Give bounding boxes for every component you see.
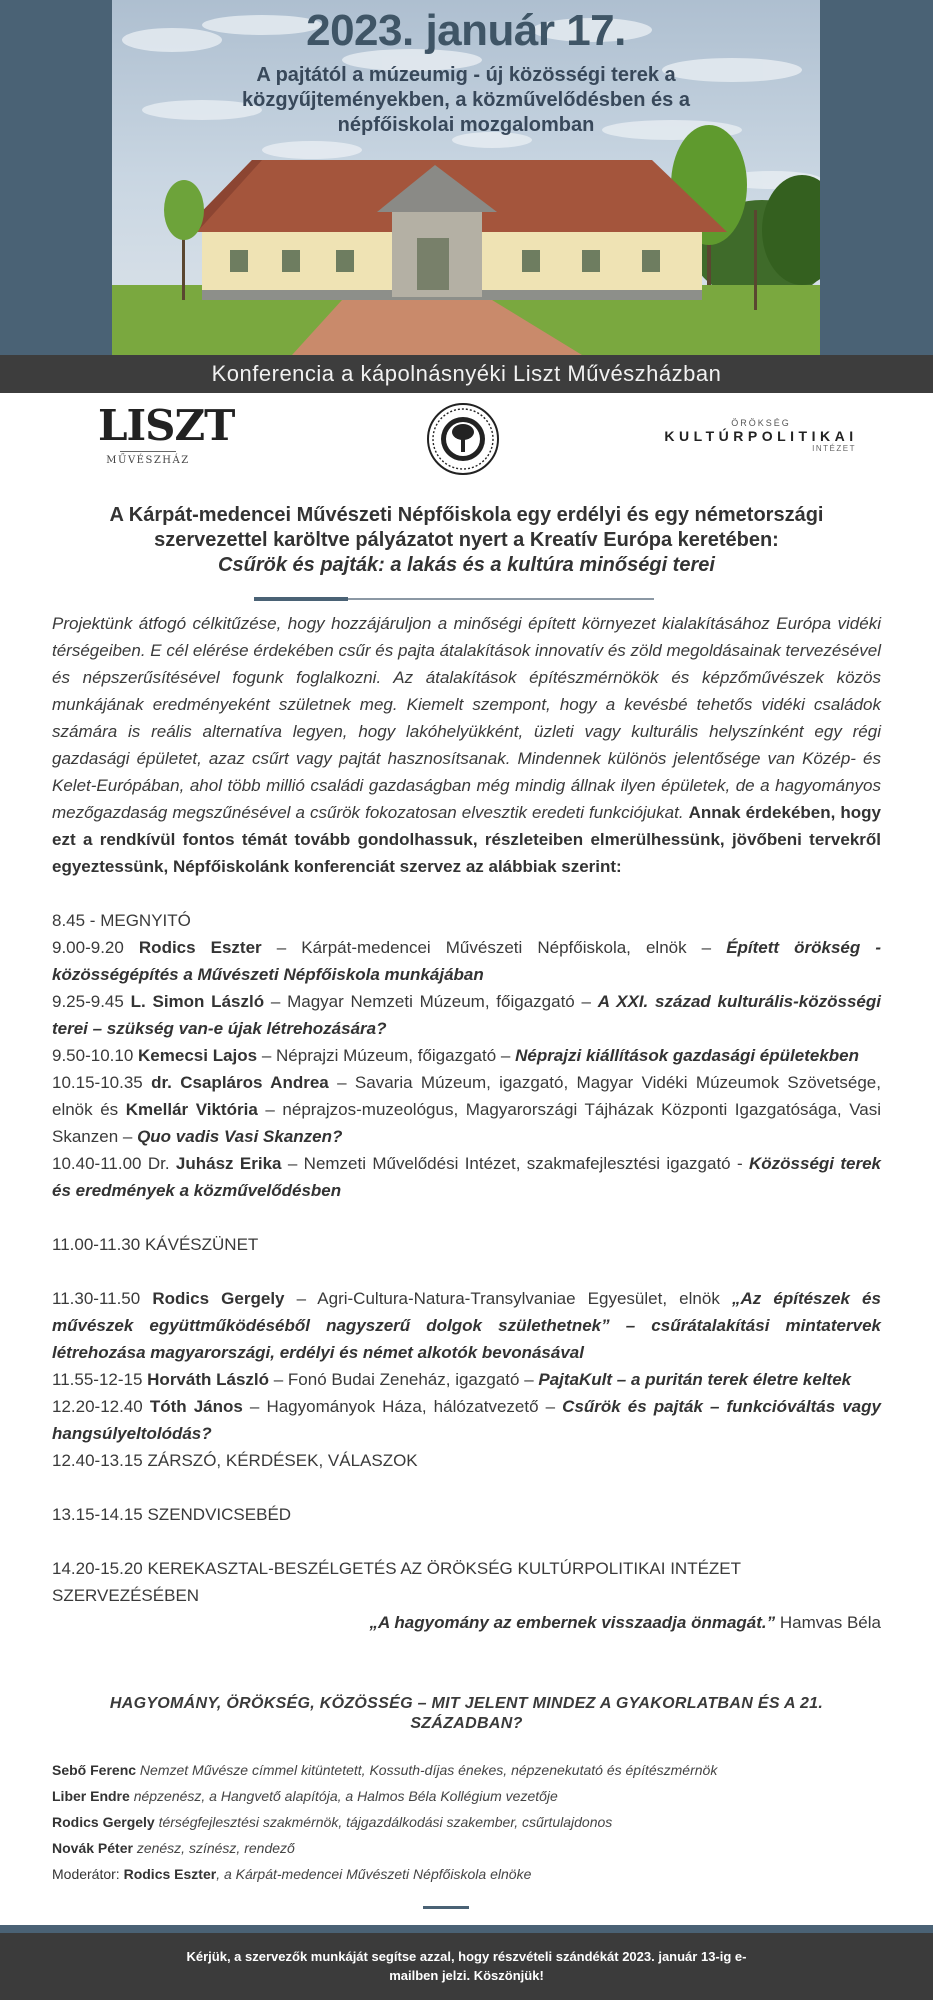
liszt-muveszhaz-logo	[98, 401, 235, 476]
orokseg-kulturpolitikai-intezet-logo	[648, 418, 874, 464]
section-divider	[254, 598, 654, 600]
description-text: Projektünk átfogó célkitűzése, hogy hozzájáruljon a minőségi épített környezet kialakításához Európa vidéki térségeiben. E cél elérése érdekében csűr és pajta átalakítások innovatív és zöld megoldásainak tervezésével és népszerűsítésével fogunk foglalkozni. Az átalakítások építészmérnökök és képzőművészek közös munkájának eredményeként születnek meg. Kiemelt szempont, hogy a kevésbé tehetős vidéki családok számára is reális alternatíva legyen, hogy lakóhelyükként, üzleti vagy kulturális helyszínként egy régi gazdasági épületet, azaz csűrt vagy pajtát hasznosítsanak. Mindennek különös jelentősége van Közép- és Kelet-Európában, ahol több millió családi gazdaságban még mindig állnak ilyen épületek, de a hagyományos mezőgazdaság megszűnésével a csűrök fokozatosan elvesztik eredeti funkciójukat.	[52, 614, 881, 822]
body-content	[52, 610, 881, 1636]
small-divider	[423, 1906, 469, 1909]
speaker-role: – Savaria Múzeum, igazgató, Magyar Vidéki Múzeumok Szövetsége, elnök és	[52, 1073, 881, 1119]
quote-author: Hamvas Béla	[779, 1613, 881, 1632]
member-name: Novák Péter	[52, 1840, 133, 1856]
speaker-role: – Néprajzi Múzeum, főigazgató –	[261, 1046, 511, 1065]
panel-member	[52, 1835, 881, 1861]
intro-heading	[90, 503, 843, 578]
member-desc: zenész, színész, rendező	[136, 1840, 295, 1856]
venue-banner: Konferencia a kápolnásnyéki Liszt Művészházban	[0, 355, 933, 393]
logo-orokseg-text: ÖRÖKSÉG	[731, 418, 791, 428]
panel-moderator	[52, 1861, 881, 1887]
nepfoiskola-seal-logo	[426, 402, 500, 476]
logo-rule	[120, 451, 176, 452]
program-item-3	[52, 1042, 881, 1069]
event-subtitle: A pajtától a múzeumig - új közösségi terek a közgyűjteményekben, a közművelődésben és a népfőiskolai mozgalomban	[242, 64, 690, 136]
speaker-name: Horváth László	[147, 1370, 270, 1389]
quote	[52, 1609, 881, 1636]
speaker-name: Kemecsi Lajos	[138, 1046, 258, 1065]
roundtable-title: HAGYOMÁNY, ÖRÖKSÉG, KÖZÖSSÉG – MIT JELENT MINDEZ A GYAKORLATBAN ÉS A 21. SZÁZADBAN?	[109, 1695, 824, 1732]
time: 10.15-10.35	[52, 1073, 143, 1092]
speaker-role: – Hagyományok Háza, hálózatvezető –	[249, 1397, 556, 1416]
program-roundtable: 14.20-15.20 KEREKASZTAL-BESZÉLGETÉS AZ ÖRÖKSÉG KULTÚRPOLITIKAI INTÉZET SZERVEZÉSÉBEN	[52, 1559, 741, 1605]
panel-member	[52, 1809, 881, 1835]
talk-title: Csűrök és pajták – funkcióváltás vagy hangsúlyeltolódás?	[52, 1397, 881, 1443]
program-item-6	[52, 1285, 881, 1366]
talk-title: A XXI. század kulturális-közösségi terei – szükség van-e újak létrehozására?	[52, 992, 881, 1038]
speaker-name: dr. Csapláros Andrea	[151, 1073, 329, 1092]
speaker-role: – Magyar Nemzeti Múzeum, főigazgató –	[270, 992, 591, 1011]
talk-title: Néprajzi kiállítások gazdasági épületekben	[515, 1046, 859, 1065]
description-bold-text: Annak érdekében, hogy ezt a rendkívül fontos témát tovább gondolhassuk, részleteiben elmerülhessünk, jövőbeni tervekről egyeztessünk, Népfőiskolánk konferenciát szervez az alábbiak szerint:	[52, 803, 881, 876]
time: 11.55-12-15	[52, 1370, 143, 1389]
project-title: Csűrök és pajták: a lakás és a kultúra minőségi terei	[218, 554, 715, 576]
speaker-name: L. Simon László	[130, 992, 265, 1011]
speaker-name: Rodics Eszter	[138, 938, 262, 957]
logo-liszt-text: LISZT	[98, 401, 235, 450]
program-lunch: 13.15-14.15 SZENDVICSEBÉD	[52, 1505, 292, 1524]
program-closing: 12.40-13.15 ZÁRSZÓ, KÉRDÉSEK, VÁLASZOK	[52, 1451, 418, 1470]
member-desc: népzenész, a Hangvető alapítója, a Halmos Béla Kollégium vezetője	[133, 1788, 558, 1804]
speaker-name: Kmellár Viktória	[125, 1100, 258, 1119]
member-name: Liber Endre	[52, 1788, 130, 1804]
program-item-2	[52, 988, 881, 1042]
talk-title: Quo vadis Vasi Skanzen?	[137, 1127, 343, 1146]
speaker-role: – Fonó Budai Zeneház, igazgató –	[273, 1370, 534, 1389]
program-opening: 8.45 - MEGNYITÓ	[52, 911, 191, 930]
time: 11.30-11.50	[52, 1289, 141, 1308]
member-desc: térségfejlesztési szakmérnök, tájgazdálkodási szakember, csűrtulajdonos	[158, 1814, 613, 1830]
speaker-role: – Kárpát-medencei Művészeti Népfőiskola, elnök –	[276, 938, 712, 957]
footer-text: Kérjük, a szervezők munkáját segítse azzal, hogy részvételi szándékát 2023. január 13-ig e-mailben jelzi. Köszönjük!	[186, 1949, 747, 1983]
panel-member	[52, 1757, 881, 1783]
program-item-1	[52, 934, 881, 988]
footer-strip	[0, 1925, 933, 1933]
member-desc: Nemzet Művésze címmel kitüntetett, Kossuth-díjas énekes, népzenekutató és építészmérnök	[139, 1762, 718, 1778]
speaker-name: Tóth János	[149, 1397, 243, 1416]
panel-member	[52, 1783, 881, 1809]
panel-members	[52, 1757, 881, 1887]
member-name: Rodics Gergely	[52, 1814, 155, 1830]
speaker-role: – Agri-Cultura-Natura-Transylvaniae Egyesület, elnök	[296, 1289, 720, 1308]
description-paragraph	[52, 610, 881, 880]
moderator-label: Moderátor:	[52, 1866, 120, 1882]
program-item-8	[52, 1393, 881, 1447]
time: 9.50-10.10	[52, 1046, 134, 1065]
time: 12.20-12.40	[52, 1397, 143, 1416]
speaker-name: Rodics Gergely	[152, 1289, 285, 1308]
talk-title: PajtaKult – a puritán terek életre keltek	[538, 1370, 852, 1389]
talk-title: „Az építészek és művészek együttműködéséből nagyszerű dolgok születhetnek” – csűrátalakítási mintatervek létrehozása magyarországi, erdélyi és német alkotók bevonásával	[52, 1289, 881, 1362]
coffee-break: 11.00-11.30 KÁVÉSZÜNET	[52, 1235, 259, 1254]
time: 9.00-9.20	[52, 938, 124, 957]
quote-text: „A hagyomány az embernek visszaadja önmagát.”	[369, 1613, 776, 1632]
moderator-desc: , a Kárpát-medencei Művészeti Népfőiskola elnöke	[216, 1866, 532, 1882]
logo-intezet-text: INTÉZET	[812, 444, 856, 453]
event-date: 2023. január 17.	[306, 6, 626, 55]
program-item-4	[52, 1069, 881, 1150]
logo-muveszhaz-text: MŰVÉSZHÁZ	[106, 455, 190, 466]
moderator-name: Rodics Eszter	[123, 1866, 217, 1882]
hero-section	[0, 0, 933, 355]
intro-line: A Kárpát-medencei Művészeti Népfőiskola egy erdélyi és egy németországi szervezettel karöltve pályázatot nyert a Kreatív Európa keretében:	[109, 504, 824, 551]
speaker-role: – néprajzos-muzeológus, Magyarországi Tájházak Központi Igazgatósága, Vasi Skanzen –	[52, 1100, 881, 1146]
speaker-role: – Nemzeti Művelődési Intézet, szakmafejlesztési igazgató -	[287, 1154, 743, 1173]
time: 10.40-11.00 Dr.	[52, 1154, 170, 1173]
divider-accent	[254, 597, 348, 601]
seal-icon	[426, 402, 500, 476]
member-name: Sebő Ferenc	[52, 1762, 137, 1778]
logo-kulturpolitikai-text: KULTÚRPOLITIKAI	[664, 428, 858, 444]
time: 9.25-9.45	[52, 992, 124, 1011]
program-item-7	[52, 1366, 881, 1393]
program-item-5	[52, 1150, 881, 1204]
footer	[0, 1933, 933, 2000]
speaker-name: Juhász Erika	[175, 1154, 282, 1173]
talk-title: Közösségi terek és eredmények a közművelődésben	[52, 1154, 882, 1200]
talk-title: Épített örökség - közösségépítés a Művészeti Népfőiskola munkájában	[52, 938, 881, 984]
